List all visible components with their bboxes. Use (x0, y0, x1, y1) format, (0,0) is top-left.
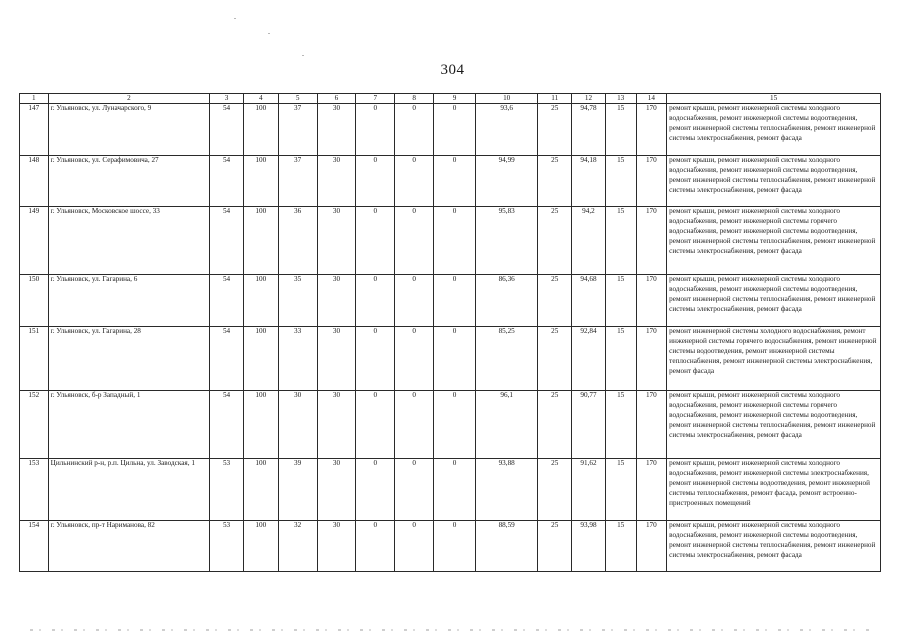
col-14: 170 (636, 207, 667, 275)
works-list: ремонт крыши, ремонт инженерной системы холодного водоснабжения, ремонт инженерной системы водоотведения, ремонт инженерной системы теплоснабжения, ремонт инженерной системы электроснабжения, ремонт фасада (667, 275, 881, 327)
col-4: 100 (243, 391, 278, 459)
col-5: 37 (278, 156, 317, 207)
address: г. Ульяновск, ул. Луначарского, 9 (48, 104, 210, 156)
col-12: 92,84 (572, 327, 606, 391)
table-row (20, 275, 881, 327)
col-10: 85,25 (475, 327, 537, 391)
col-11: 25 (538, 327, 572, 391)
col-13: 15 (605, 207, 636, 275)
column-header-12: 12 (572, 94, 606, 104)
table-row (20, 521, 881, 572)
column-header-9: 9 (434, 94, 476, 104)
col-3: 54 (210, 327, 244, 391)
col-11: 25 (538, 207, 572, 275)
col-4: 100 (243, 521, 278, 572)
address: г. Ульяновск, Московское шоссе, 33 (48, 207, 210, 275)
col-6: 30 (317, 459, 356, 521)
col-6: 30 (317, 521, 356, 572)
col-8: 0 (395, 327, 434, 391)
col-6: 30 (317, 207, 356, 275)
col-14: 170 (636, 391, 667, 459)
col-4: 100 (243, 207, 278, 275)
col-14: 170 (636, 275, 667, 327)
col-10: 86,36 (475, 275, 537, 327)
row-number: 149 (20, 207, 49, 275)
column-header-1: 1 (20, 94, 49, 104)
table-row (20, 327, 881, 391)
table-row (20, 104, 881, 156)
col-13: 15 (605, 156, 636, 207)
col-8: 0 (395, 521, 434, 572)
works-list: ремонт инженерной системы холодного водоснабжения, ремонт инженерной системы горячего водоснабжения, ремонт инженерной системы водоотведения, ремонт инженерной системы теплоснабжения, ремонт инженерной системы электроснабжения, ремонт фасада (667, 327, 881, 391)
col-4: 100 (243, 327, 278, 391)
col-5: 33 (278, 327, 317, 391)
col-10: 94,99 (475, 156, 537, 207)
col-3: 54 (210, 391, 244, 459)
col-11: 25 (538, 521, 572, 572)
works-list: ремонт крыши, ремонт инженерной системы холодного водоснабжения, ремонт инженерной системы водоотведения, ремонт инженерной системы теплоснабжения, ремонт инженерной системы электроснабжения, ремонт фасада (667, 521, 881, 572)
address: г. Ульяновск, б-р Западный, 1 (48, 391, 210, 459)
column-header-13: 13 (605, 94, 636, 104)
works-list: ремонт крыши, ремонт инженерной системы холодного водоснабжения, ремонт инженерной системы горячего водоснабжения, ремонт инженерной системы водоотведения, ремонт инженерной системы теплоснабжения, ремонт инженерной системы электроснабжения, ремонт фасада (667, 391, 881, 459)
col-5: 37 (278, 104, 317, 156)
col-9: 0 (434, 521, 476, 572)
row-number: 152 (20, 391, 49, 459)
column-header-11: 11 (538, 94, 572, 104)
col-3: 54 (210, 275, 244, 327)
row-number: 148 (20, 156, 49, 207)
col-10: 95,83 (475, 207, 537, 275)
col-5: 39 (278, 459, 317, 521)
col-9: 0 (434, 156, 476, 207)
column-header-7: 7 (356, 94, 395, 104)
works-list: ремонт крыши, ремонт инженерной системы холодного водоснабжения, ремонт инженерной системы электроснабжения, ремонт инженерной системы водоотведения, ремонт инженерной системы теплоснабжения, ремонт фасада, ремонт встроенно-пристроенных помещений (667, 459, 881, 521)
col-8: 0 (395, 391, 434, 459)
column-header-3: 3 (210, 94, 244, 104)
col-7: 0 (356, 459, 395, 521)
col-14: 170 (636, 156, 667, 207)
col-13: 15 (605, 327, 636, 391)
row-number: 151 (20, 327, 49, 391)
col-4: 100 (243, 104, 278, 156)
column-header-14: 14 (636, 94, 667, 104)
col-9: 0 (434, 391, 476, 459)
col-14: 170 (636, 459, 667, 521)
col-7: 0 (356, 327, 395, 391)
col-13: 15 (605, 104, 636, 156)
col-7: 0 (356, 521, 395, 572)
column-header-4: 4 (243, 94, 278, 104)
col-4: 100 (243, 275, 278, 327)
col-11: 25 (538, 275, 572, 327)
col-10: 96,1 (475, 391, 537, 459)
col-12: 93,98 (572, 521, 606, 572)
column-header-8: 8 (395, 94, 434, 104)
col-6: 30 (317, 391, 356, 459)
col-4: 100 (243, 156, 278, 207)
col-12: 94,68 (572, 275, 606, 327)
col-8: 0 (395, 156, 434, 207)
col-7: 0 (356, 207, 395, 275)
row-number: 150 (20, 275, 49, 327)
col-3: 54 (210, 156, 244, 207)
col-6: 30 (317, 327, 356, 391)
address: г. Ульяновск, ул. Гагарина, 28 (48, 327, 210, 391)
col-3: 53 (210, 459, 244, 521)
col-13: 15 (605, 459, 636, 521)
column-header-5: 5 (278, 94, 317, 104)
col-5: 35 (278, 275, 317, 327)
col-14: 170 (636, 327, 667, 391)
column-header-2: 2 (48, 94, 210, 104)
col-6: 30 (317, 275, 356, 327)
col-7: 0 (356, 391, 395, 459)
col-11: 25 (538, 156, 572, 207)
col-7: 0 (356, 104, 395, 156)
col-10: 88,59 (475, 521, 537, 572)
row-number: 154 (20, 521, 49, 572)
scan-footer-noise (30, 629, 875, 631)
repair-program-table (19, 93, 881, 572)
col-8: 0 (395, 459, 434, 521)
col-9: 0 (434, 327, 476, 391)
col-3: 53 (210, 521, 244, 572)
col-7: 0 (356, 156, 395, 207)
address: г. Ульяновск, ул. Гагарина, 6 (48, 275, 210, 327)
col-6: 30 (317, 104, 356, 156)
col-13: 15 (605, 275, 636, 327)
page-number: 304 (440, 62, 465, 78)
col-6: 30 (317, 156, 356, 207)
col-14: 170 (636, 104, 667, 156)
works-list: ремонт крыши, ремонт инженерной системы холодного водоснабжения, ремонт инженерной системы водоотведения, ремонт инженерной системы теплоснабжения, ремонт инженерной системы электроснабжения, ремонт фасада (667, 104, 881, 156)
col-11: 25 (538, 459, 572, 521)
column-header-10: 10 (475, 94, 537, 104)
table-row (20, 207, 881, 275)
table-row (20, 156, 881, 207)
col-11: 25 (538, 391, 572, 459)
column-number-header-row (20, 94, 881, 104)
col-12: 94,78 (572, 104, 606, 156)
row-number: 153 (20, 459, 49, 521)
column-header-15: 15 (667, 94, 881, 104)
col-12: 91,62 (572, 459, 606, 521)
col-5: 30 (278, 391, 317, 459)
col-13: 15 (605, 521, 636, 572)
row-number: 147 (20, 104, 49, 156)
col-14: 170 (636, 521, 667, 572)
col-9: 0 (434, 104, 476, 156)
table-row (20, 459, 881, 521)
col-8: 0 (395, 275, 434, 327)
col-8: 0 (395, 104, 434, 156)
col-9: 0 (434, 275, 476, 327)
col-12: 90,77 (572, 391, 606, 459)
col-10: 93,6 (475, 104, 537, 156)
col-5: 32 (278, 521, 317, 572)
col-8: 0 (395, 207, 434, 275)
col-4: 100 (243, 459, 278, 521)
col-3: 54 (210, 207, 244, 275)
column-header-6: 6 (317, 94, 356, 104)
col-7: 0 (356, 275, 395, 327)
col-10: 93,88 (475, 459, 537, 521)
address: Цильнинский р-н, р.п. Цильна, ул. Заводская, 1 (48, 459, 210, 521)
col-5: 36 (278, 207, 317, 275)
col-13: 15 (605, 391, 636, 459)
col-9: 0 (434, 459, 476, 521)
works-list: ремонт крыши, ремонт инженерной системы холодного водоснабжения, ремонт инженерной системы горячего водоснабжения, ремонт инженерной системы водоотведения, ремонт инженерной системы теплоснабжения, ремонт инженерной системы электроснабжения, ремонт фасада (667, 207, 881, 275)
works-list: ремонт крыши, ремонт инженерной системы холодного водоснабжения, ремонт инженерной системы водоотведения, ремонт инженерной системы теплоснабжения, ремонт инженерной системы электроснабжения, ремонт фасада (667, 156, 881, 207)
col-12: 94,2 (572, 207, 606, 275)
address: г. Ульяновск, ул. Серафимовича, 27 (48, 156, 210, 207)
table-row (20, 391, 881, 459)
col-11: 25 (538, 104, 572, 156)
col-12: 94,18 (572, 156, 606, 207)
col-9: 0 (434, 207, 476, 275)
col-3: 54 (210, 104, 244, 156)
address: г. Ульяновск, пр-т Нариманова, 82 (48, 521, 210, 572)
